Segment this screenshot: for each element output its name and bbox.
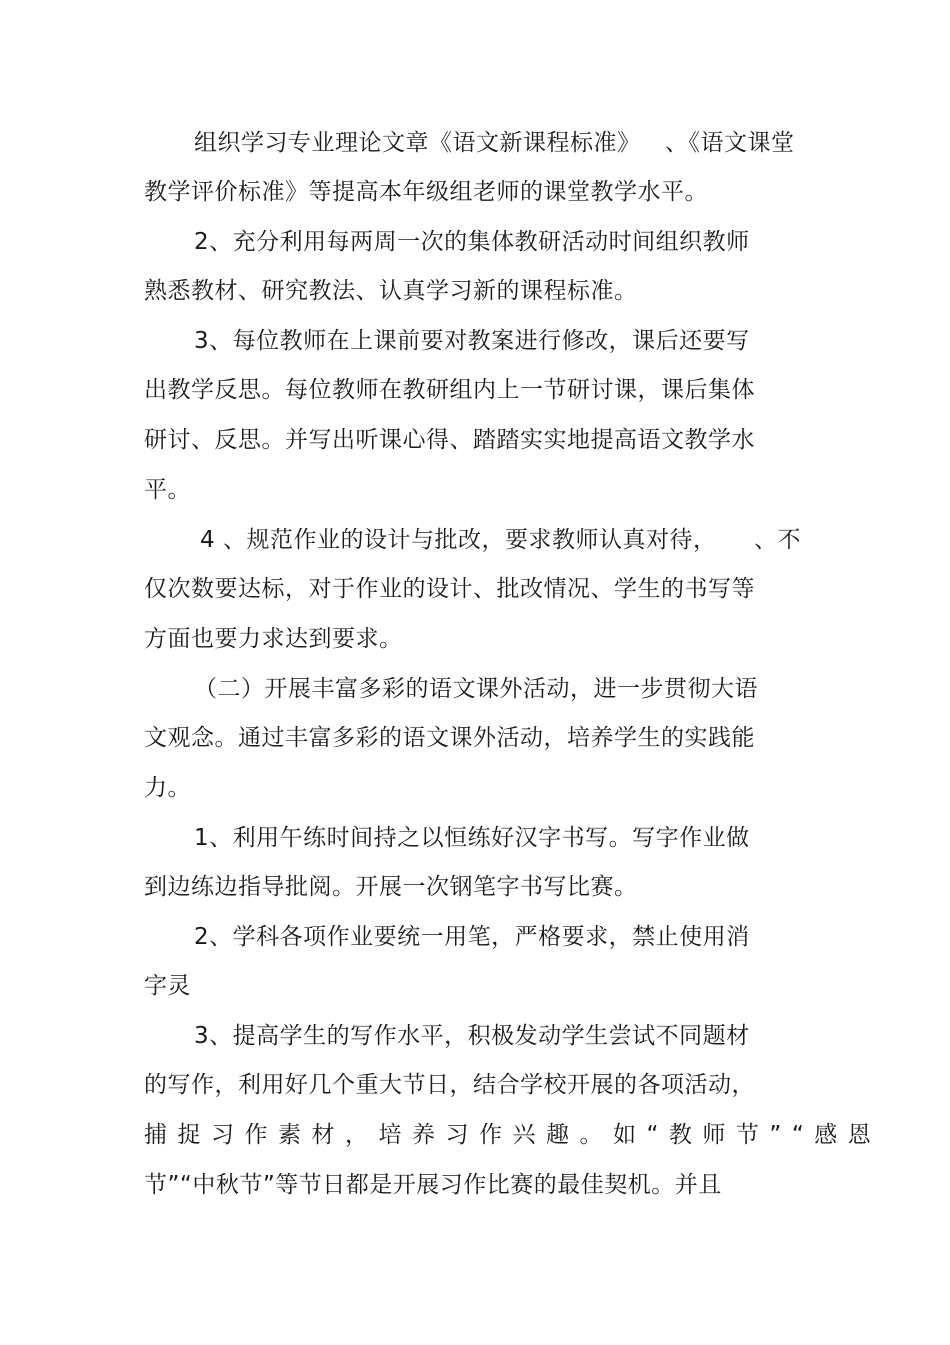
text-line: 2、充分利用每两周一次的集体教研活动时间组织教师 [194,229,750,255]
text-line: 文观念。通过丰富多彩的语文课外活动，培养学生的实践能 [144,725,755,751]
text-line: 出教学反思。每位教师在教研组内上一节研讨课，课后集体 [144,377,755,403]
text-line: 研讨、反思。并写出听课心得、踏踏实实地提高语文教学水 [144,427,755,453]
text-line: 教学评价标准》等提高本年级组老师的课堂教学水平。 [144,179,708,205]
text-line: 到边练边指导批阅。开展一次钢笔字书写比赛。 [144,874,638,900]
text-line: 4 、规范作业的设计与批改，要求教师认真对待， [200,527,717,553]
text-line: （二）开展丰富多彩的语文课外活动，进一步贯彻大语 [194,676,758,702]
text-line: 组织学习专业理论文章《语文新课程标准》 [194,130,641,156]
text-line: 字灵 [144,973,191,999]
text-line: 、《语文课堂 [665,130,795,156]
text-line: 2、学科各项作业要统一用笔，严格要求，禁止使用消 [194,924,750,950]
text-line: 的写作，利用好几个重大节日，结合学校开展的各项活动， [144,1072,755,1098]
text-line: 平。 [144,477,191,503]
text-line: 仅次数要达标，对于作业的设计、批改情况、学生的书写等 [144,576,755,602]
text-line: 方面也要力求达到要求。 [144,626,403,652]
text-line: 熟悉教材、研究教法、认真学习新的课程标准。 [144,278,638,304]
text-line: 3、每位教师在上课前要对教案进行修改，课后还要写 [194,328,750,354]
text-line: 捕捉习作素材，培养习作兴趣。如“教师节”“感恩 [144,1122,882,1148]
text-line: 节”“中秋节”等节日都是开展习作比赛的最佳契机。并且 [144,1172,722,1198]
text-line: 、不 [754,527,801,553]
text-line: 1、利用午练时间持之以恒练好汉字书写。写字作业做 [194,825,750,851]
text-line: 力。 [144,775,191,801]
text-line: 3、提高学生的写作水平，积极发动学生尝试不同题材 [194,1023,750,1049]
